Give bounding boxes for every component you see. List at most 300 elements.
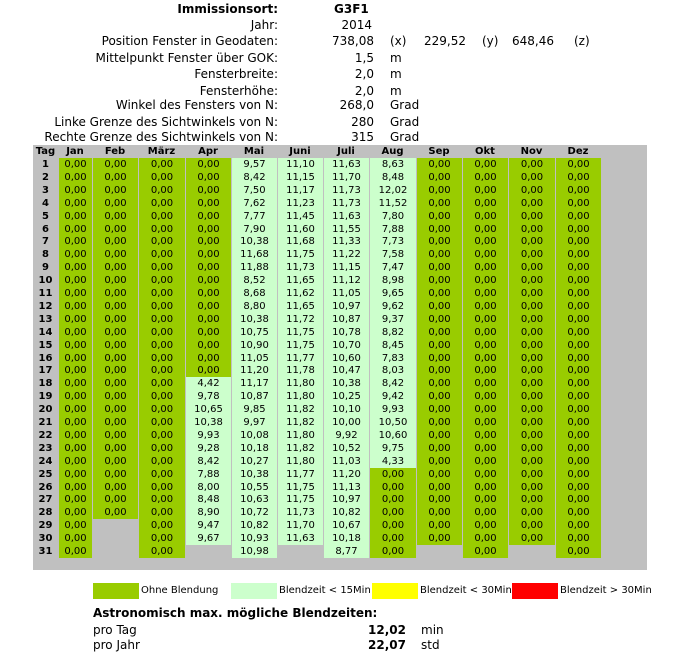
table-cell: 11,33 — [324, 235, 369, 248]
table-cell: 0,00 — [139, 248, 185, 261]
table-cell: 0,00 — [139, 416, 185, 429]
legend-swatch — [93, 583, 139, 599]
header-row-label: Mittelpunkt Fenster über GOK: — [95, 51, 278, 65]
table-cell: 0,00 — [59, 532, 92, 545]
footer-row-unit: std — [421, 638, 440, 652]
table-cell: 0,00 — [509, 364, 555, 377]
table-cell: 9,67 — [186, 532, 231, 545]
table-cell: 0,00 — [139, 455, 185, 468]
table-cell: 8,90 — [186, 506, 231, 519]
table-cell: 0,00 — [139, 287, 185, 300]
table-cell: 0,00 — [463, 377, 508, 390]
table-cell: 0,00 — [139, 403, 185, 416]
table-cell: 0,00 — [556, 468, 601, 481]
table-cell: 0,00 — [509, 481, 555, 494]
table-cell: 0,00 — [139, 274, 185, 287]
table-cell: 10,38 — [186, 416, 231, 429]
table-cell: 0,00 — [556, 390, 601, 403]
table-cell: 0,00 — [139, 235, 185, 248]
table-cell: 11,63 — [324, 158, 369, 171]
table-cell: 0,00 — [463, 326, 508, 339]
header-row — [0, 18, 674, 34]
table-cell: 0,00 — [417, 416, 462, 429]
table-cell: 10,63 — [232, 493, 277, 506]
month-header: Juli — [337, 146, 355, 157]
table-cell: 0,00 — [463, 300, 508, 313]
table-cell: 11,77 — [278, 352, 323, 365]
table-cell: 0,00 — [509, 416, 555, 429]
table-cell: 9,93 — [370, 403, 416, 416]
table-cell: 0,00 — [370, 468, 416, 481]
day-label: 13 — [38, 313, 53, 325]
table-cell: 0,00 — [93, 339, 138, 352]
table-cell: 0,00 — [59, 545, 92, 558]
month-header: Nov — [520, 146, 543, 157]
day-label: 25 — [38, 468, 53, 480]
table-cell: 0,00 — [59, 416, 92, 429]
table-cell: 0,00 — [59, 442, 92, 455]
table-cell: 7,47 — [370, 261, 416, 274]
day-label: 11 — [38, 288, 53, 299]
table-cell: 0,00 — [417, 442, 462, 455]
table-cell: 0,00 — [556, 326, 601, 339]
table-cell: 0,00 — [556, 339, 601, 352]
table-cell: 7,50 — [232, 184, 277, 197]
table-cell: 0,00 — [139, 326, 185, 339]
day-label: 23 — [38, 442, 53, 454]
header-row-label: Fensterhöhe: — [199, 84, 278, 98]
table-cell: 0,00 — [93, 274, 138, 287]
table-cell: 0,00 — [93, 313, 138, 326]
table-cell: 0,00 — [417, 339, 462, 352]
table-cell: 10,38 — [232, 468, 277, 481]
table-cell: 0,00 — [509, 352, 555, 365]
table-cell: 9,57 — [232, 158, 277, 171]
table-cell: 0,00 — [59, 403, 92, 416]
table-cell: 7,58 — [370, 248, 416, 261]
day-label: 9 — [42, 262, 49, 274]
table-cell: 10,38 — [232, 313, 277, 326]
table-cell: 0,00 — [186, 300, 231, 313]
table-cell: 0,00 — [509, 223, 555, 236]
table-cell: 0,00 — [463, 519, 508, 532]
header-section — [0, 0, 674, 145]
header-row-value: 315 — [351, 130, 374, 144]
table-cell: 10,82 — [324, 506, 369, 519]
table-cell: 0,00 — [556, 197, 601, 210]
table-cell: 0,00 — [509, 210, 555, 223]
table-cell: 0,00 — [186, 184, 231, 197]
header-row-unit: (x) — [390, 34, 407, 48]
table-cell: 11,20 — [324, 468, 369, 481]
month-header: März — [147, 146, 176, 157]
table-cell: 0,00 — [417, 364, 462, 377]
table-cell: 7,90 — [232, 223, 277, 236]
table-cell: 11,75 — [278, 326, 323, 339]
table-cell: 0,00 — [556, 532, 601, 545]
table-cell: 0,00 — [509, 184, 555, 197]
table-cell: 0,00 — [417, 377, 462, 390]
day-label: 31 — [38, 546, 53, 557]
table-cell: 10,08 — [232, 429, 277, 442]
table-cell: 11,17 — [278, 184, 323, 197]
table-cell: 0,00 — [186, 261, 231, 274]
table-cell: 9,42 — [370, 390, 416, 403]
day-label: 1 — [42, 159, 49, 170]
table-cell: 0,00 — [139, 210, 185, 223]
table-cell: 0,00 — [509, 171, 555, 184]
table-cell: 11,45 — [278, 210, 323, 223]
empty-cell — [509, 545, 555, 558]
table-cell: 11,77 — [278, 468, 323, 481]
table-cell: 0,00 — [417, 210, 462, 223]
day-label: 20 — [38, 404, 53, 416]
header-row-unit: Grad — [390, 130, 420, 144]
table-cell: 0,00 — [509, 493, 555, 506]
table-cell: 10,70 — [324, 339, 369, 352]
table-cell: 0,00 — [509, 532, 555, 545]
table-cell: 0,00 — [556, 274, 601, 287]
table-cell: 11,68 — [278, 235, 323, 248]
table-cell: 0,00 — [417, 313, 462, 326]
day-label: 7 — [42, 236, 49, 248]
table-cell: 10,27 — [232, 455, 277, 468]
table-cell: 11,15 — [324, 261, 369, 274]
day-label: 14 — [38, 326, 53, 338]
table-cell: 0,00 — [463, 364, 508, 377]
table-cell: 0,00 — [186, 197, 231, 210]
table-cell: 0,00 — [59, 352, 92, 365]
header-row-title — [0, 2, 674, 18]
table-cell: 0,00 — [139, 261, 185, 274]
table-cell: 0,00 — [139, 481, 185, 494]
table-cell: 7,83 — [370, 352, 416, 365]
header-row — [0, 34, 674, 50]
table-cell: 0,00 — [463, 339, 508, 352]
table-cell: 7,73 — [370, 235, 416, 248]
table-cell: 0,00 — [93, 158, 138, 171]
month-header: Mai — [243, 146, 265, 157]
table-cell: 9,62 — [370, 300, 416, 313]
table-cell: 10,25 — [324, 390, 369, 403]
table-cell: 0,00 — [93, 210, 138, 223]
table-cell: 0,00 — [59, 519, 92, 532]
table-cell: 0,00 — [59, 287, 92, 300]
table-cell: 11,80 — [278, 377, 323, 390]
day-label: 18 — [38, 378, 53, 390]
footer-row-unit: min — [421, 623, 444, 637]
table-cell: 4,42 — [186, 377, 231, 390]
header-row-label: Fensterbreite: — [194, 67, 278, 81]
table-cell: 0,00 — [93, 442, 138, 455]
table-cell: 0,00 — [417, 481, 462, 494]
table-cell: 0,00 — [186, 287, 231, 300]
table-cell: 0,00 — [417, 468, 462, 481]
table-cell: 0,00 — [509, 455, 555, 468]
table-cell: 0,00 — [556, 158, 601, 171]
table-cell: 0,00 — [509, 326, 555, 339]
table-cell: 0,00 — [509, 300, 555, 313]
table-cell: 0,00 — [186, 171, 231, 184]
table-cell: 0,00 — [139, 390, 185, 403]
table-cell: 11,75 — [278, 339, 323, 352]
day-label: 12 — [38, 300, 53, 312]
month-header: Sep — [428, 146, 450, 157]
table-cell: 8,80 — [232, 300, 277, 313]
header-row-unit: Grad — [390, 115, 420, 129]
table-cell: 0,00 — [509, 442, 555, 455]
table-cell: 0,00 — [93, 300, 138, 313]
table-cell: 0,00 — [139, 429, 185, 442]
table-cell: 0,00 — [509, 197, 555, 210]
table-cell: 0,00 — [139, 313, 185, 326]
table-cell: 11,80 — [278, 390, 323, 403]
day-label: 16 — [38, 352, 53, 364]
table-cell: 0,00 — [139, 300, 185, 313]
day-label: 4 — [42, 197, 49, 209]
table-cell: 0,00 — [463, 468, 508, 481]
day-column-header: Tag — [35, 146, 56, 157]
table-cell: 8,77 — [324, 545, 369, 558]
immissionsort-label: Immissionsort: — [177, 2, 278, 16]
table-cell: 9,85 — [232, 403, 277, 416]
position-y-unit: (y) — [482, 34, 499, 48]
table-cell: 0,00 — [93, 171, 138, 184]
table-cell: 8,82 — [370, 326, 416, 339]
table-cell: 0,00 — [417, 197, 462, 210]
day-label: 5 — [42, 210, 49, 222]
header-row-label: Jahr: — [250, 18, 278, 32]
empty-cell — [278, 545, 323, 558]
table-cell: 11,80 — [278, 455, 323, 468]
table-cell: 10,75 — [232, 326, 277, 339]
table-cell: 0,00 — [186, 274, 231, 287]
month-header: Okt — [475, 146, 495, 157]
table-cell: 11,10 — [278, 158, 323, 171]
day-label: 15 — [38, 339, 53, 351]
table-cell: 0,00 — [509, 261, 555, 274]
table-cell: 0,00 — [509, 313, 555, 326]
header-row-value: 268,0 — [339, 98, 374, 112]
table-cell: 0,00 — [509, 390, 555, 403]
glare-table — [33, 145, 647, 570]
month-header: Aug — [381, 146, 404, 157]
table-cell: 0,00 — [186, 248, 231, 261]
table-cell: 9,92 — [324, 429, 369, 442]
header-row-label: Linke Grenze des Sichtwinkels von N: — [54, 115, 278, 129]
table-cell: 12,02 — [370, 184, 416, 197]
table-cell: 0,00 — [417, 300, 462, 313]
table-cell: 0,00 — [59, 184, 92, 197]
table-cell: 8,63 — [370, 158, 416, 171]
header-row — [0, 130, 674, 146]
table-cell: 0,00 — [556, 506, 601, 519]
table-cell: 0,00 — [417, 158, 462, 171]
table-cell: 0,00 — [139, 352, 185, 365]
footer-title: Astronomisch max. mögliche Blendzeiten: — [93, 606, 378, 620]
table-cell: 0,00 — [139, 493, 185, 506]
table-cell: 11,75 — [278, 493, 323, 506]
table-cell: 0,00 — [59, 377, 92, 390]
day-label: 2 — [42, 171, 49, 183]
table-cell: 0,00 — [59, 171, 92, 184]
table-cell: 0,00 — [186, 210, 231, 223]
table-cell: 11,78 — [278, 364, 323, 377]
table-cell: 8,52 — [232, 274, 277, 287]
table-cell: 10,00 — [324, 416, 369, 429]
table-cell: 4,33 — [370, 455, 416, 468]
table-cell: 0,00 — [139, 377, 185, 390]
table-cell: 0,00 — [509, 235, 555, 248]
day-label: 19 — [38, 391, 53, 403]
table-cell: 0,00 — [463, 403, 508, 416]
table-cell: 0,00 — [509, 403, 555, 416]
table-cell: 11,63 — [324, 210, 369, 223]
table-cell: 11,65 — [278, 274, 323, 287]
table-cell: 0,00 — [59, 481, 92, 494]
header-row-unit: Grad — [390, 98, 420, 112]
table-cell: 0,00 — [139, 519, 185, 532]
table-cell: 0,00 — [93, 468, 138, 481]
day-label: 22 — [38, 429, 53, 441]
header-row-value: 2014 — [341, 18, 372, 32]
table-cell: 11,20 — [232, 364, 277, 377]
table-cell: 0,00 — [59, 274, 92, 287]
table-cell: 0,00 — [556, 313, 601, 326]
table-cell: 0,00 — [556, 545, 601, 558]
day-label: 27 — [38, 494, 53, 506]
table-cell: 0,00 — [59, 235, 92, 248]
table-cell: 0,00 — [556, 403, 601, 416]
table-cell: 11,73 — [324, 184, 369, 197]
day-label: 6 — [42, 223, 49, 235]
table-cell: 10,55 — [232, 481, 277, 494]
table-cell: 0,00 — [556, 416, 601, 429]
table-cell: 9,47 — [186, 519, 231, 532]
table-cell: 9,28 — [186, 442, 231, 455]
table-cell: 11,55 — [324, 223, 369, 236]
table-cell: 7,88 — [186, 468, 231, 481]
table-cell: 9,78 — [186, 390, 231, 403]
header-row-value: 280 — [351, 115, 374, 129]
table-cell: 0,00 — [463, 184, 508, 197]
table-cell: 0,00 — [463, 493, 508, 506]
table-cell: 0,00 — [417, 287, 462, 300]
table-cell: 0,00 — [556, 210, 601, 223]
table-cell: 0,00 — [556, 287, 601, 300]
table-cell: 11,15 — [278, 171, 323, 184]
table-cell: 0,00 — [139, 197, 185, 210]
legend-swatch — [231, 583, 277, 599]
table-cell: 0,00 — [370, 506, 416, 519]
table-cell: 11,52 — [370, 197, 416, 210]
table-cell: 0,00 — [370, 532, 416, 545]
table-cell: 0,00 — [186, 235, 231, 248]
table-cell: 0,00 — [463, 210, 508, 223]
table-cell: 0,00 — [556, 481, 601, 494]
legend-label: Blendzeit < 15Min — [279, 585, 371, 596]
table-cell: 0,00 — [556, 235, 601, 248]
table-cell: 0,00 — [139, 364, 185, 377]
table-cell: 0,00 — [509, 287, 555, 300]
table-cell: 10,47 — [324, 364, 369, 377]
table-cell: 0,00 — [463, 223, 508, 236]
table-cell: 0,00 — [509, 468, 555, 481]
footer-row-value: 12,02 — [368, 623, 406, 637]
legend-label: Ohne Blendung — [141, 585, 219, 596]
table-cell: 0,00 — [186, 326, 231, 339]
table-cell: 0,00 — [93, 455, 138, 468]
table-cell: 0,00 — [370, 493, 416, 506]
table-cell: 0,00 — [556, 442, 601, 455]
header-row-value: 1,5 — [354, 51, 374, 65]
legend-label: Blendzeit > 30Min — [560, 585, 652, 596]
table-cell: 0,00 — [59, 468, 92, 481]
table-cell: 10,38 — [232, 235, 277, 248]
table-cell: 7,88 — [370, 223, 416, 236]
table-cell: 0,00 — [556, 171, 601, 184]
table-cell: 10,60 — [370, 429, 416, 442]
table-cell: 0,00 — [93, 287, 138, 300]
table-cell: 11,70 — [324, 171, 369, 184]
table-cell: 10,97 — [324, 300, 369, 313]
month-header: Dez — [567, 146, 589, 157]
table-cell: 0,00 — [186, 339, 231, 352]
day-label: 3 — [42, 184, 49, 196]
day-label: 17 — [38, 365, 53, 377]
header-row — [0, 67, 674, 83]
footer-row-value: 22,07 — [368, 638, 406, 652]
table-cell: 8,68 — [232, 287, 277, 300]
table-cell: 0,00 — [509, 377, 555, 390]
day-label: 28 — [38, 507, 53, 519]
table-cell: 11,05 — [232, 352, 277, 365]
table-cell: 9,65 — [370, 287, 416, 300]
legend-label: Blendzeit < 30Min — [420, 585, 512, 596]
table-cell: 0,00 — [59, 506, 92, 519]
table-cell: 0,00 — [463, 506, 508, 519]
table-cell: 0,00 — [417, 326, 462, 339]
table-cell: 0,00 — [509, 519, 555, 532]
table-cell: 11,23 — [278, 197, 323, 210]
table-cell: 0,00 — [556, 377, 601, 390]
table-cell: 9,75 — [370, 442, 416, 455]
table-cell: 0,00 — [463, 545, 508, 558]
table-cell: 0,00 — [93, 223, 138, 236]
table-cell: 0,00 — [463, 287, 508, 300]
table-cell: 10,72 — [232, 506, 277, 519]
table-cell: 0,00 — [59, 261, 92, 274]
table-cell: 0,00 — [139, 339, 185, 352]
day-label: 24 — [38, 455, 53, 467]
table-cell: 0,00 — [556, 223, 601, 236]
table-cell: 0,00 — [93, 352, 138, 365]
header-row — [0, 115, 674, 131]
table-cell: 8,48 — [370, 171, 416, 184]
day-label: 8 — [42, 249, 49, 261]
table-cell: 10,52 — [324, 442, 369, 455]
table-cell: 0,00 — [370, 545, 416, 558]
table-cell: 0,00 — [509, 506, 555, 519]
table-cell: 0,00 — [509, 158, 555, 171]
table-cell: 0,00 — [417, 532, 462, 545]
table-cell: 0,00 — [59, 493, 92, 506]
table-cell: 0,00 — [59, 390, 92, 403]
table-cell: 10,97 — [324, 493, 369, 506]
table-cell: 11,82 — [278, 442, 323, 455]
table-cell: 0,00 — [93, 261, 138, 274]
table-cell: 0,00 — [186, 364, 231, 377]
